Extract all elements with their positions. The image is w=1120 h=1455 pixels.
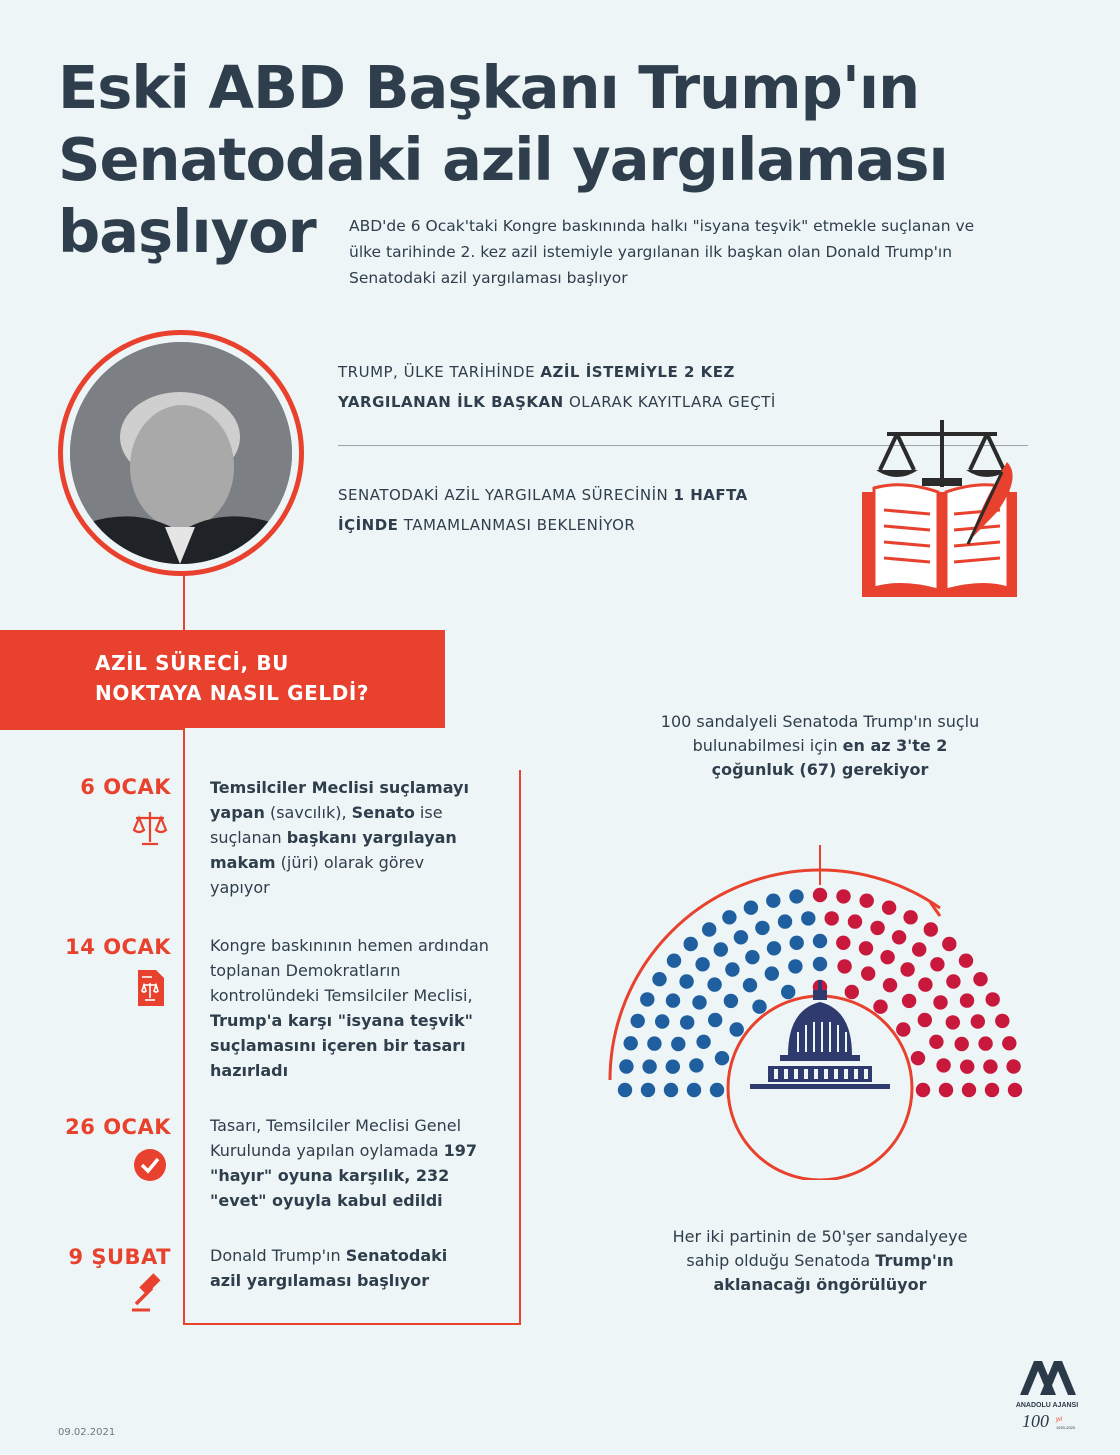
republican-seat <box>995 1014 1009 1028</box>
republican-seat <box>918 1013 932 1027</box>
anadolu-ajansi-logo <box>1010 1355 1085 1435</box>
democrat-seat <box>707 977 721 991</box>
timeline-text-segment: Tasarı, Temsilciler Meclisi Genel Kurulunda yapılan oylamada <box>210 1116 462 1160</box>
democrat-seat <box>788 959 802 973</box>
democrat-seat <box>618 1083 632 1097</box>
democrat-seat <box>619 1059 633 1073</box>
democrat-seat <box>789 889 803 903</box>
republican-seat <box>973 972 987 986</box>
timeline-text <box>210 1113 500 1213</box>
republican-seat <box>836 936 850 950</box>
republican-seat <box>903 910 917 924</box>
timeline-text-segment: (savcılık), <box>264 803 352 822</box>
democrat-seat <box>725 962 739 976</box>
timeline-date: 9 ŞUBAT <box>68 1245 171 1269</box>
democrat-seat <box>766 894 780 908</box>
section-banner-title: AZİL SÜRECİ, BU NOKTAYA NASIL GELDİ? <box>95 651 370 705</box>
democrat-seat <box>708 1013 722 1027</box>
republican-seat <box>892 930 906 944</box>
democrat-seat <box>765 966 779 980</box>
republican-seat <box>960 1060 974 1074</box>
democrat-seat <box>790 936 804 950</box>
check-circle-icon <box>130 1145 170 1185</box>
democrat-seat <box>641 1083 655 1097</box>
republican-seat <box>942 937 956 951</box>
democrat-seat <box>714 942 728 956</box>
democrat-seat <box>692 995 706 1009</box>
republican-seat <box>880 950 894 964</box>
democrat-seat <box>767 941 781 955</box>
republican-seat <box>882 901 896 915</box>
republican-seat <box>936 1058 950 1072</box>
senate-seat-chart <box>600 840 1040 1180</box>
republican-seat <box>960 993 974 1007</box>
republican-seat <box>836 889 850 903</box>
timeline-text-segment: Kongre baskınının hemen ardından toplanan Demokratların kontrolündeki Temsilciler Meclisi, <box>210 936 489 1005</box>
republican-seat <box>860 894 874 908</box>
logo-name: ANADOLU AJANSI <box>1015 1402 1079 1409</box>
timeline-text <box>210 775 480 900</box>
republican-seat <box>924 922 938 936</box>
democrat-seat <box>666 1060 680 1074</box>
republican-seat <box>873 1000 887 1014</box>
democrat-seat <box>647 1036 661 1050</box>
timeline-text-segment: Donald Trump'ın <box>210 1246 346 1265</box>
democrat-seat <box>695 957 709 971</box>
republican-seat <box>978 1036 992 1050</box>
republican-seat <box>939 1083 953 1097</box>
democrat-seat <box>684 937 698 951</box>
page-title: Eski ABD Başkanı Trump'ın Senatodaki azil yargılaması başlıyor <box>58 53 948 266</box>
republican-seat <box>929 1035 943 1049</box>
democrat-seat <box>702 922 716 936</box>
democrat-seat <box>813 957 827 971</box>
democrat-seat <box>722 910 736 924</box>
publish-date: 09.02.2021 <box>58 1427 116 1438</box>
democrat-seat <box>745 950 759 964</box>
timeline-text-segment: (jüri) olarak görev yapıyor <box>210 853 425 897</box>
republican-seat <box>813 888 827 902</box>
democrat-seat <box>664 1083 678 1097</box>
republican-seat <box>971 1014 985 1028</box>
gavel-icon <box>130 1272 170 1312</box>
democrat-seat <box>642 1059 656 1073</box>
democrat-seat <box>679 974 693 988</box>
democrat-seat <box>687 1083 701 1097</box>
democrat-seat <box>710 1083 724 1097</box>
democrat-seat <box>655 1014 669 1028</box>
republican-seat <box>959 954 973 968</box>
republican-seat <box>912 942 926 956</box>
democrat-seat <box>755 921 769 935</box>
democrat-seat <box>680 1015 694 1029</box>
democrat-seat <box>667 954 681 968</box>
republican-seat <box>1008 1083 1022 1097</box>
page-subtitle: ABD'de 6 Ocak'taki Kongre baskınında halkı "isyana teşvik" etmekle suçlanan ve ülke tarihinde 2. kez azil istemiyle yargılanan ilk başkan olan Donald Trump'ın Senatodaki azil yargılaması başlıyor <box>349 217 975 287</box>
timeline-text <box>210 1243 470 1293</box>
timeline-text-segment: Temsilciler Meclisi suçlamayı yapan <box>210 778 469 822</box>
timeline-text-segment: 197 "hayır" oyuna karşılık, 232 "evet" oyuyla kabul edildi <box>210 1141 478 1210</box>
democrat-seat <box>696 1035 710 1049</box>
republican-seat <box>986 992 1000 1006</box>
democrat-seat <box>715 1051 729 1065</box>
democrat-seat <box>730 1022 744 1036</box>
republican-seat <box>845 985 859 999</box>
democrat-seat <box>801 911 815 925</box>
democrat-seat <box>640 992 654 1006</box>
democrat-seat <box>752 1000 766 1014</box>
democrat-seat <box>671 1037 685 1051</box>
fact-one-week: SENATODAKİ AZİL YARGILAMA SÜRECİNİN 1 HAFTA İÇİNDE TAMAMLANMASI BEKLENİYOR <box>338 486 748 534</box>
logo-years: 1920-2020 <box>1056 1425 1076 1430</box>
timeline-text-segment: Senato <box>351 803 415 822</box>
democrat-seat <box>624 1036 638 1050</box>
republican-seat <box>870 921 884 935</box>
democrat-seat <box>744 901 758 915</box>
democrat-seat <box>666 993 680 1007</box>
republican-seat <box>916 1083 930 1097</box>
republican-seat <box>930 957 944 971</box>
republican-seat <box>837 959 851 973</box>
republican-seat <box>848 914 862 928</box>
republican-seat <box>859 941 873 955</box>
trump-portrait <box>70 342 292 564</box>
republican-seat <box>985 1083 999 1097</box>
republican-seat <box>955 1037 969 1051</box>
republican-seat <box>896 1022 910 1036</box>
timeline-date: 14 OCAK <box>65 935 171 959</box>
document-icon <box>130 968 170 1008</box>
republican-seat <box>900 962 914 976</box>
senate-requirement-text: 100 sandalyeli Senatoda Trump'ın suçlu bulunabilmesi için en az 3'te 2 çoğunluk (67) gerekiyor <box>660 712 980 779</box>
democrat-seat <box>813 934 827 948</box>
timeline-text-segment: Senatodaki azil yargılaması başlıyor <box>210 1246 448 1290</box>
republican-seat <box>983 1059 997 1073</box>
senate-outlook-text: Her iki partinin de 50'şer sandalyeye sahip olduğu Senatoda Trump'ın aklanacağı öngörülüyor <box>672 1227 968 1294</box>
republican-seat <box>883 978 897 992</box>
republican-seat <box>1002 1036 1016 1050</box>
republican-seat <box>962 1083 976 1097</box>
republican-seat <box>918 977 932 991</box>
republican-seat <box>933 995 947 1009</box>
democrat-seat <box>778 914 792 928</box>
justice-book-icon <box>862 412 1022 602</box>
timeline-date: 6 OCAK <box>80 775 171 799</box>
republican-seat <box>861 966 875 980</box>
timeline-frame-right <box>519 770 521 1325</box>
democrat-seat <box>652 972 666 986</box>
democrat-seat <box>781 985 795 999</box>
timeline-text-segment: başkanı yargılayan makam <box>210 828 457 872</box>
democrat-seat <box>689 1058 703 1072</box>
republican-seat <box>946 974 960 988</box>
republican-seat <box>825 911 839 925</box>
timeline-text-segment: ise suçlanan <box>210 803 443 847</box>
timeline-frame-gap <box>185 728 521 770</box>
timeline-date: 26 OCAK <box>65 1115 171 1139</box>
fact-first-president: TRUMP, ÜLKE TARİHİNDE AZİL İSTEMİYLE 2 KEZ YARGILANAN İLK BAŞKAN OLARAK KAYITLARA GEÇTİ <box>338 363 776 411</box>
timeline-text <box>210 933 510 1083</box>
logo-yil: yıl <box>1056 1417 1062 1423</box>
democrat-seat <box>743 978 757 992</box>
republican-seat <box>911 1051 925 1065</box>
republican-seat <box>946 1015 960 1029</box>
democrat-seat <box>631 1014 645 1028</box>
logo-centennial: 100 <box>1022 1411 1049 1431</box>
scales-icon <box>130 808 170 848</box>
republican-seat <box>1006 1059 1020 1073</box>
timeline-text-segment: Trump'a karşı "isyana teşvik" suçlamasını içeren bir tasarı hazırladı <box>210 1011 473 1080</box>
democrat-seat <box>734 930 748 944</box>
republican-seat <box>902 994 916 1008</box>
connector-line <box>183 575 185 631</box>
democrat-seat <box>724 994 738 1008</box>
